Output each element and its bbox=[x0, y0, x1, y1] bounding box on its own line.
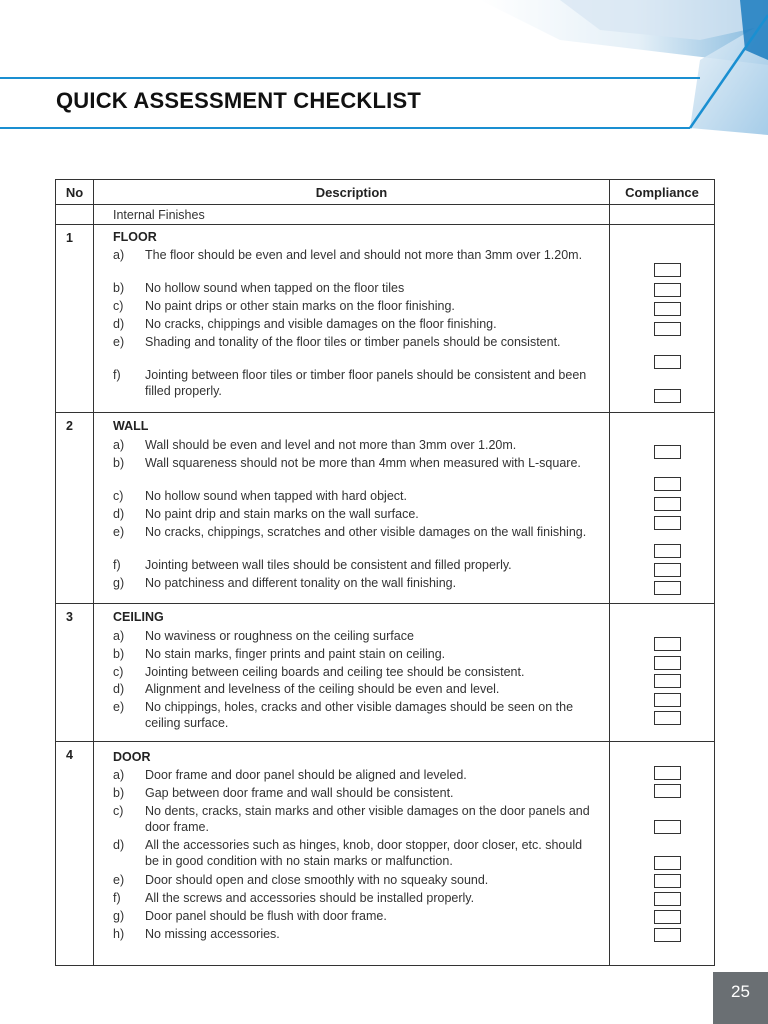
section-number: 2 bbox=[56, 413, 94, 604]
item-text: Jointing between ceiling boards and ceiling tee should be consistent. bbox=[145, 665, 525, 679]
section-title: FLOOR bbox=[113, 230, 157, 244]
list-item bbox=[113, 926, 594, 942]
header-description: Description bbox=[94, 180, 610, 205]
compliance-checkbox[interactable] bbox=[654, 784, 681, 798]
item-text: Wall squareness should not be more than 4mm when measured with L-square. bbox=[145, 456, 581, 470]
item-text: No stain marks, finger prints and paint stain on ceiling. bbox=[145, 647, 446, 661]
compliance-checkbox[interactable] bbox=[654, 283, 681, 297]
item-letter: d) bbox=[113, 317, 125, 331]
item-text: No hollow sound when tapped on the floor tiles bbox=[145, 281, 405, 295]
list-item bbox=[113, 664, 594, 680]
list-item bbox=[113, 367, 594, 399]
item-letter: a) bbox=[113, 629, 125, 643]
item-text: Shading and tonality of the floor tiles or timber panels should be consistent. bbox=[145, 335, 561, 349]
list-item bbox=[113, 298, 594, 314]
compliance-checkbox[interactable] bbox=[654, 497, 681, 511]
item-letter: c) bbox=[113, 804, 124, 818]
list-item bbox=[113, 437, 594, 453]
section-description bbox=[94, 742, 610, 966]
list-item bbox=[113, 646, 594, 662]
compliance-checkbox[interactable] bbox=[654, 355, 681, 369]
item-text: No dents, cracks, stain marks and other visible damages on the door panels and door frame. bbox=[145, 804, 590, 834]
item-letter: d) bbox=[113, 838, 125, 852]
section-compliance bbox=[610, 604, 715, 742]
list-item bbox=[113, 247, 594, 263]
section-row-ceiling bbox=[56, 604, 715, 742]
list-item bbox=[113, 767, 594, 783]
header-no: No bbox=[56, 180, 94, 205]
item-text: No hollow sound when tapped with hard object. bbox=[145, 489, 407, 503]
compliance-checkbox[interactable] bbox=[654, 766, 681, 780]
item-letter: b) bbox=[113, 647, 125, 661]
list-item bbox=[113, 455, 594, 471]
item-letter: a) bbox=[113, 438, 125, 452]
item-text: No patchiness and different tonality on the wall finishing. bbox=[145, 576, 457, 590]
compliance-checkbox[interactable] bbox=[654, 637, 681, 651]
compliance-checkbox[interactable] bbox=[654, 563, 681, 577]
item-letter: f) bbox=[113, 558, 121, 572]
section-row-door bbox=[56, 742, 715, 966]
item-text: All the accessories such as hinges, knob, door stopper, door closer, etc. should be in good condition with no stain marks or malfunction. bbox=[145, 838, 583, 868]
list-item bbox=[113, 699, 594, 731]
item-letter: f) bbox=[113, 368, 121, 382]
section-compliance bbox=[610, 413, 715, 604]
compliance-checkbox[interactable] bbox=[654, 263, 681, 277]
item-letter: e) bbox=[113, 700, 125, 714]
item-letter: e) bbox=[113, 873, 125, 887]
list-item bbox=[113, 785, 594, 801]
item-text: No waviness or roughness on the ceiling surface bbox=[145, 629, 414, 643]
list-item bbox=[113, 575, 594, 591]
compliance-checkbox[interactable] bbox=[654, 820, 681, 834]
item-text: Jointing between floor tiles or timber floor panels should be consistent and been filled properly. bbox=[145, 368, 587, 398]
compliance-checkbox[interactable] bbox=[654, 928, 681, 942]
item-letter: d) bbox=[113, 682, 125, 696]
item-text: Door panel should be flush with door frame. bbox=[145, 909, 387, 923]
table-header-row bbox=[56, 180, 715, 205]
section-number: 4 bbox=[56, 742, 94, 966]
section-number: 1 bbox=[56, 225, 94, 413]
item-letter: c) bbox=[113, 299, 124, 313]
list-item bbox=[113, 890, 594, 906]
list-item bbox=[113, 908, 594, 924]
section-title: DOOR bbox=[113, 750, 151, 764]
item-text: All the screws and accessories should be installed properly. bbox=[145, 891, 475, 905]
list-item bbox=[113, 681, 594, 697]
item-letter: b) bbox=[113, 281, 125, 295]
list-item bbox=[113, 837, 594, 869]
list-item bbox=[113, 524, 594, 540]
item-letter: e) bbox=[113, 525, 125, 539]
subheading-no-cell bbox=[56, 205, 94, 225]
compliance-checkbox[interactable] bbox=[654, 389, 681, 403]
subheading-row bbox=[56, 205, 715, 225]
section-compliance bbox=[610, 225, 715, 413]
item-letter: a) bbox=[113, 248, 125, 262]
compliance-checkbox[interactable] bbox=[654, 302, 681, 316]
section-title: WALL bbox=[113, 419, 149, 433]
list-item bbox=[113, 872, 594, 888]
section-row-floor bbox=[56, 225, 715, 413]
item-text: No cracks, chippings, scratches and other visible damages on the wall finishing. bbox=[145, 525, 587, 539]
list-item bbox=[113, 506, 594, 522]
list-item bbox=[113, 488, 594, 504]
item-text: No cracks, chippings and visible damages on the floor finishing. bbox=[145, 317, 497, 331]
subheading-label: Internal Finishes bbox=[94, 205, 610, 225]
item-letter: g) bbox=[113, 576, 125, 590]
item-letter: a) bbox=[113, 768, 125, 782]
compliance-checkbox[interactable] bbox=[654, 892, 681, 906]
list-item bbox=[113, 803, 594, 835]
section-title: CEILING bbox=[113, 610, 164, 624]
header-compliance: Compliance bbox=[610, 180, 715, 205]
item-letter: c) bbox=[113, 665, 124, 679]
item-text: Alignment and levelness of the ceiling should be even and level. bbox=[145, 682, 500, 696]
page-title: QUICK ASSESSMENT CHECKLIST bbox=[56, 88, 421, 113]
assessment-checklist-table bbox=[55, 179, 715, 966]
list-item bbox=[113, 316, 594, 332]
section-compliance bbox=[610, 742, 715, 966]
item-letter: b) bbox=[113, 786, 125, 800]
section-description bbox=[94, 413, 610, 604]
item-text: Jointing between wall tiles should be consistent and filled properly. bbox=[145, 558, 512, 572]
compliance-checkbox[interactable] bbox=[654, 674, 681, 688]
compliance-checkbox[interactable] bbox=[654, 445, 681, 459]
section-description bbox=[94, 604, 610, 742]
page-number: 25 bbox=[731, 982, 750, 1001]
section-row-wall bbox=[56, 413, 715, 604]
item-letter: g) bbox=[113, 909, 125, 923]
compliance-checkbox[interactable] bbox=[654, 693, 681, 707]
compliance-checkbox[interactable] bbox=[654, 581, 681, 595]
item-letter: c) bbox=[113, 489, 124, 503]
item-text: No chippings, holes, cracks and other visible damages should be seen on the ceiling surface. bbox=[145, 700, 574, 730]
item-text: No paint drip and stain marks on the wall surface. bbox=[145, 507, 419, 521]
item-letter: e) bbox=[113, 335, 125, 349]
item-text: Wall should be even and level and not more than 3mm over 1.20m. bbox=[145, 438, 517, 452]
list-item bbox=[113, 280, 594, 296]
compliance-checkbox[interactable] bbox=[654, 656, 681, 670]
compliance-checkbox[interactable] bbox=[654, 874, 681, 888]
compliance-checkbox[interactable] bbox=[654, 711, 681, 725]
item-letter: f) bbox=[113, 891, 121, 905]
page-number-badge bbox=[713, 972, 768, 1024]
item-text: Door should open and close smoothly with no squeaky sound. bbox=[145, 873, 489, 887]
compliance-checkbox[interactable] bbox=[654, 322, 681, 336]
compliance-checkbox[interactable] bbox=[654, 910, 681, 924]
section-description bbox=[94, 225, 610, 413]
item-text: Door frame and door panel should be aligned and leveled. bbox=[145, 768, 467, 782]
header-decoration bbox=[0, 0, 768, 135]
compliance-checkbox[interactable] bbox=[654, 544, 681, 558]
list-item bbox=[113, 334, 594, 350]
item-text: No paint drips or other stain marks on the floor finishing. bbox=[145, 299, 455, 313]
compliance-checkbox[interactable] bbox=[654, 516, 681, 530]
item-letter: h) bbox=[113, 927, 125, 941]
compliance-checkbox[interactable] bbox=[654, 477, 681, 491]
item-letter: b) bbox=[113, 456, 125, 470]
list-item bbox=[113, 557, 594, 573]
list-item bbox=[113, 628, 594, 644]
section-number: 3 bbox=[56, 604, 94, 742]
item-letter: d) bbox=[113, 507, 125, 521]
item-text: Gap between door frame and wall should be consistent. bbox=[145, 786, 454, 800]
subheading-compliance-cell bbox=[610, 205, 715, 225]
item-text: No missing accessories. bbox=[145, 927, 280, 941]
item-text: The floor should be even and level and should not more than 3mm over 1.20m. bbox=[145, 248, 583, 262]
compliance-checkbox[interactable] bbox=[654, 856, 681, 870]
